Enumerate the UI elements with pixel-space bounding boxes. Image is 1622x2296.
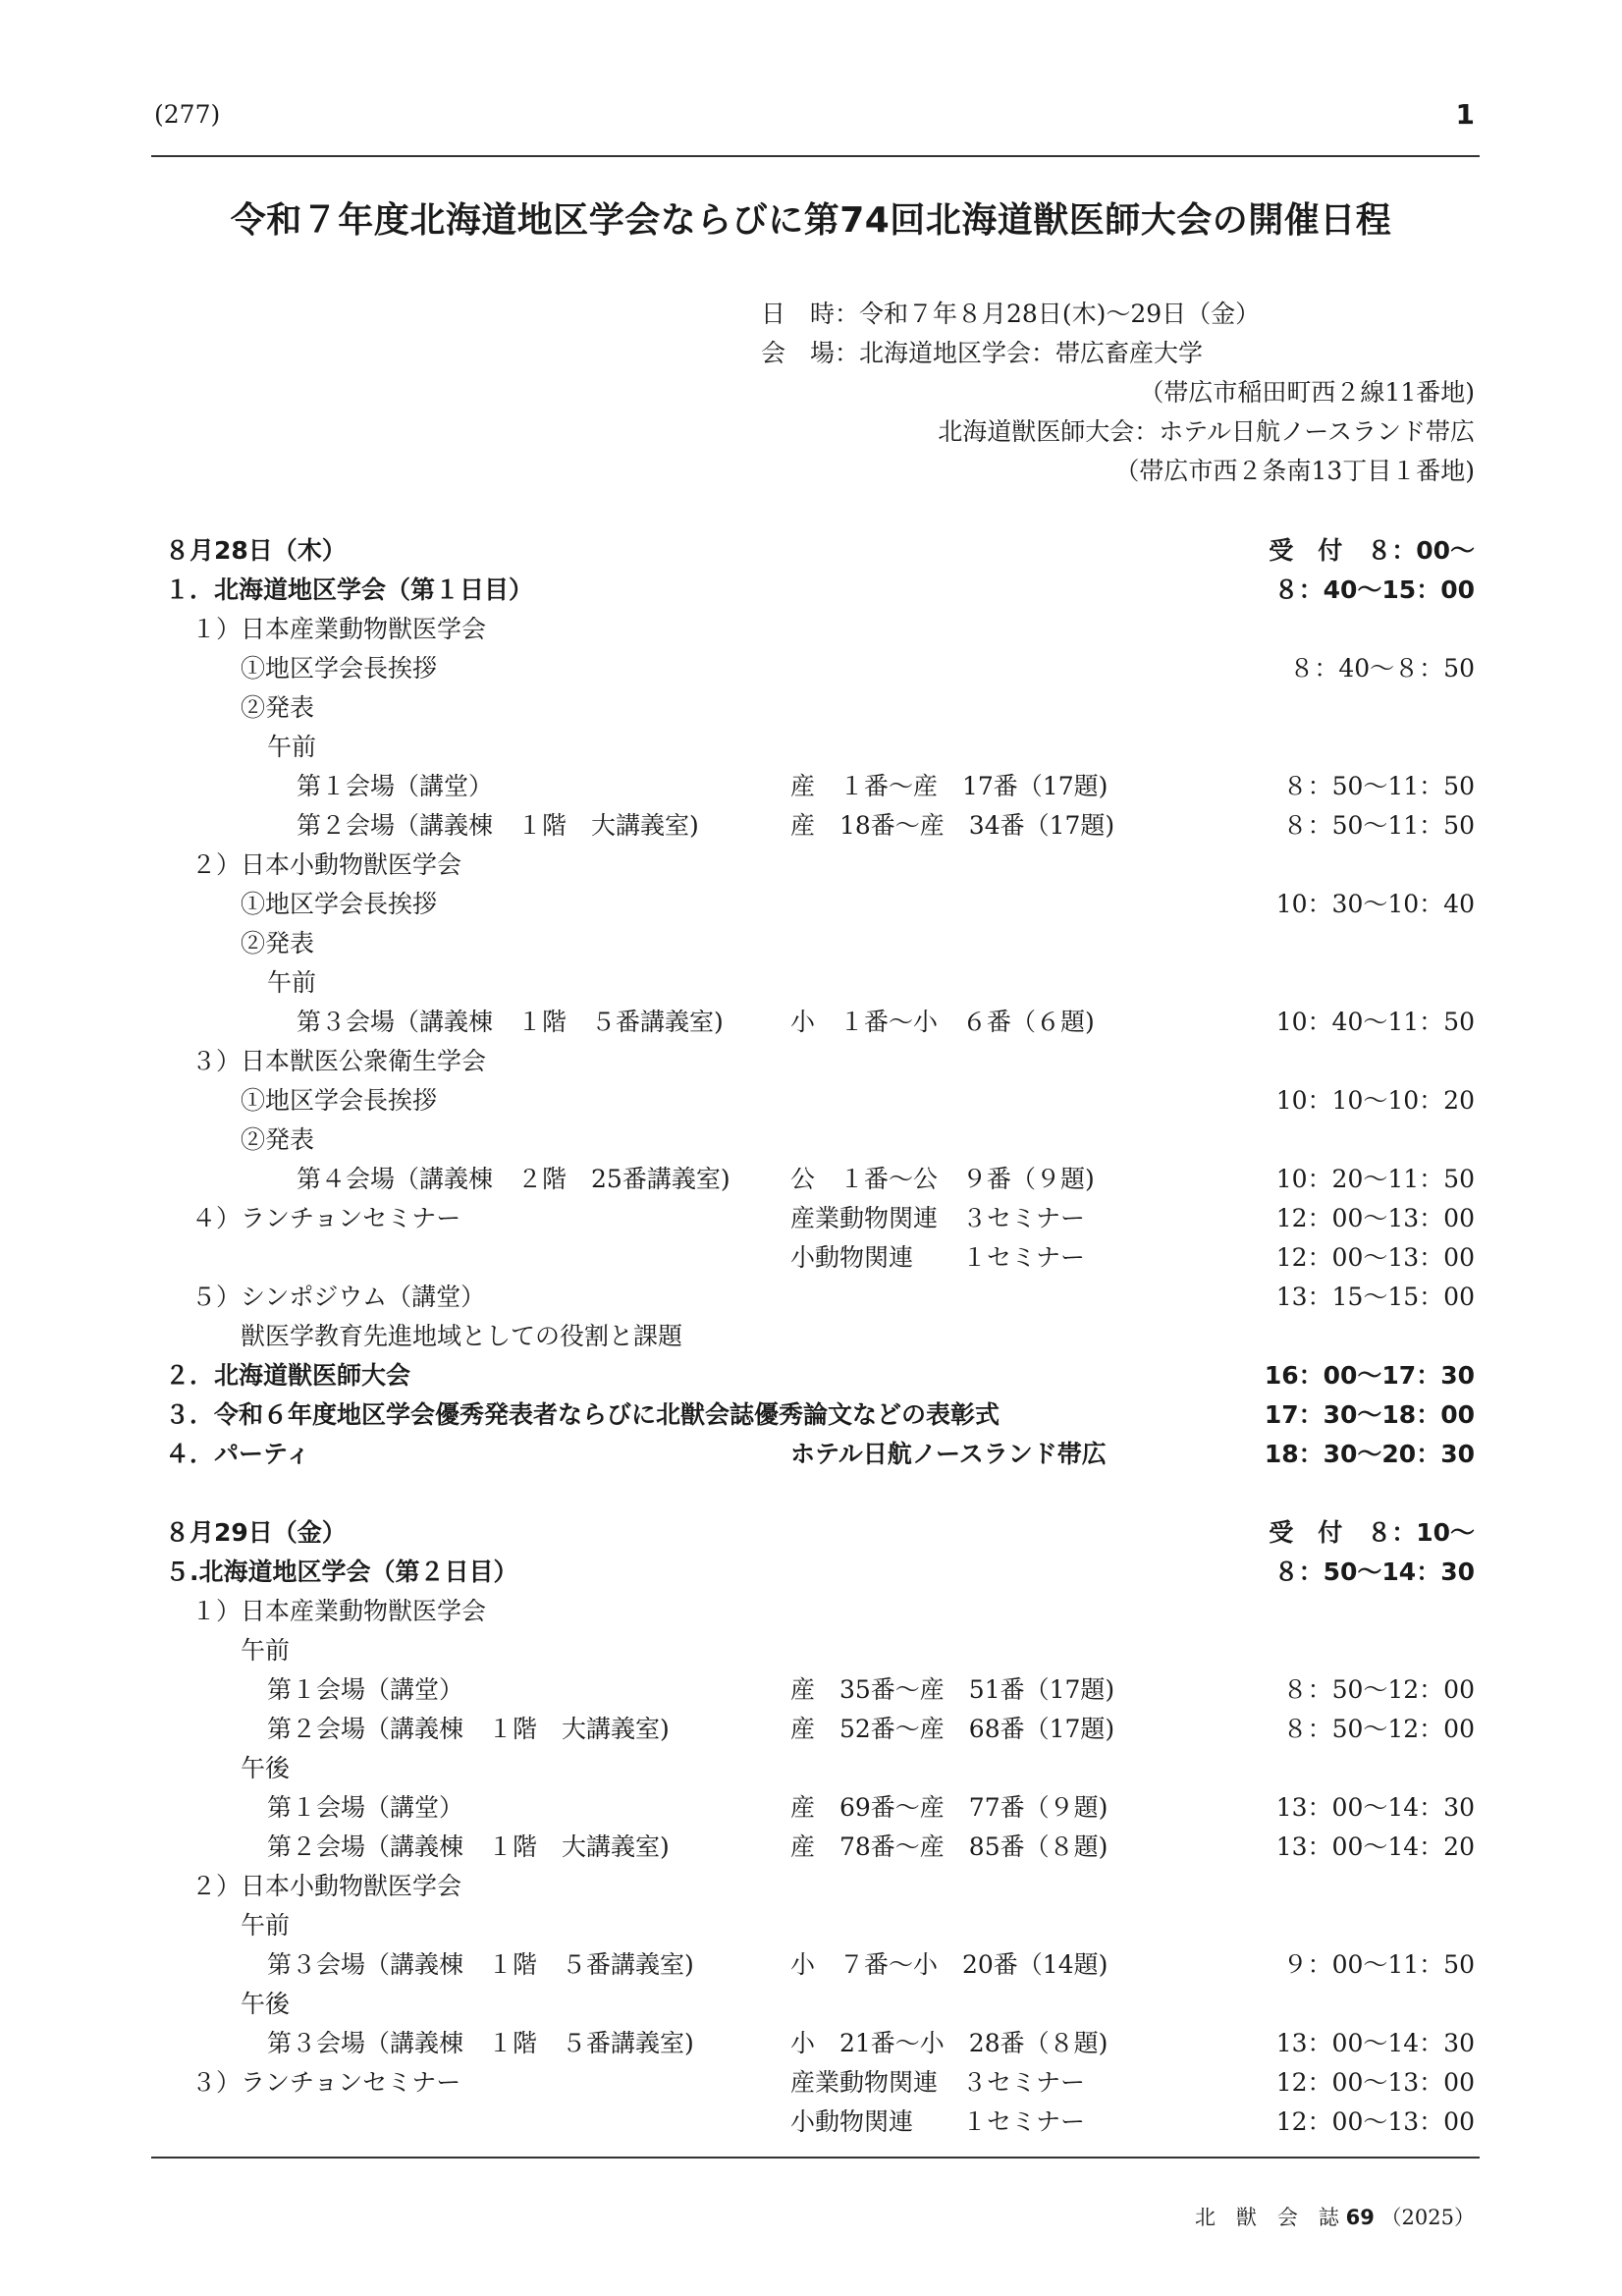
row-label: 午後 <box>241 1990 291 2018</box>
row-time: ８：50～12：00 <box>1282 1715 1475 1743</box>
row-label: １．北海道地区学会（第１日目） <box>165 575 534 604</box>
row-time: 13：15～15：00 <box>1275 1283 1475 1311</box>
schedule-row <box>0 1081 1622 1121</box>
row-label: ②発表 <box>241 1125 315 1154</box>
page-code: (277) <box>154 100 221 129</box>
journal-footer <box>1195 2202 1475 2231</box>
schedule-row <box>0 846 1622 885</box>
row-detail: 産業動物関連 ３セミナー <box>790 2068 1086 2097</box>
journal-year: （2025） <box>1380 2206 1475 2229</box>
row-label: 第２会場（講義棟 １階 大講義室) <box>297 811 699 840</box>
row-time: 12：00～13：00 <box>1275 2107 1475 2136</box>
row-time: 10：30～10：40 <box>1275 890 1475 918</box>
journal-volume: 69 <box>1345 2206 1375 2229</box>
row-label: 第２会場（講義棟 １階 大講義室) <box>267 1715 670 1743</box>
schedule-row <box>0 1356 1622 1395</box>
schedule-row <box>0 1513 1622 1553</box>
row-label: １）日本産業動物獣医学会 <box>191 615 487 643</box>
row-label: ５）シンポジウム（講堂） <box>191 1283 486 1311</box>
schedule-row <box>0 1985 1622 2024</box>
row-time: 12：00～13：00 <box>1275 1204 1475 1232</box>
row-time: 16：00～17：30 <box>1264 1361 1475 1390</box>
row-time: 12：00～13：00 <box>1275 1243 1475 1272</box>
row-label: １）日本産業動物獣医学会 <box>191 1597 487 1625</box>
schedule-row <box>0 1592 1622 1631</box>
schedule-row <box>0 649 1622 688</box>
row-label: ８月29日（金） <box>165 1518 347 1547</box>
schedule-row <box>0 1435 1622 1474</box>
date-line: 日 時：令和７年８月28日(木)～29日（金） <box>761 300 1261 328</box>
row-time: ８：50～12：00 <box>1282 1675 1475 1704</box>
row-label: ２）日本小動物獣医学会 <box>191 1872 462 1900</box>
venue-address-2: （帯広市西２条南13丁目１番地) <box>1114 457 1475 485</box>
schedule-row <box>0 1710 1622 1749</box>
row-detail: ホテル日航ノースランド帯広 <box>790 1440 1107 1468</box>
row-label: ３）ランチョンセミナー <box>191 2068 461 2097</box>
row-time: 13：00～14：30 <box>1275 1793 1475 1822</box>
venue-line-2: 北海道獣医師大会：ホテル日航ノースランド帯広 <box>938 417 1475 446</box>
schedule-row <box>0 1317 1622 1356</box>
row-label: ３）日本獣医公衆衛生学会 <box>191 1047 487 1075</box>
schedule-row <box>0 1042 1622 1081</box>
row-detail: 小 １番～小 ６番（６題) <box>790 1008 1095 1036</box>
row-detail: 小動物関連 １セミナー <box>790 2107 1086 2136</box>
row-label: ２）日本小動物獣医学会 <box>191 850 462 879</box>
row-time: 12：00～13：00 <box>1275 2068 1475 2097</box>
schedule-row <box>0 2024 1622 2063</box>
row-time: 10：10～10：20 <box>1275 1086 1475 1115</box>
schedule-row <box>0 1474 1622 1513</box>
journal-name: 北 獣 会 誌 <box>1194 2206 1339 2229</box>
row-label: ４）ランチョンセミナー <box>191 1204 461 1232</box>
schedule-row <box>0 1003 1622 1042</box>
schedule-row <box>0 1945 1622 1985</box>
schedule-row <box>0 1828 1622 1867</box>
row-label: 午前 <box>241 1636 291 1665</box>
row-time: 受 付 ８：10～ <box>1269 1518 1475 1547</box>
footer-rule <box>151 2157 1480 2159</box>
row-label: 第１会場（講堂） <box>267 1675 464 1704</box>
page-title: 令和７年度北海道地区学会ならびに第74回北海道獣医師大会の開催日程 <box>230 200 1392 241</box>
row-detail: 小 21番～小 28番（８題) <box>790 2029 1108 2057</box>
schedule-row <box>0 1199 1622 1238</box>
row-time: ８：50～11：50 <box>1282 772 1475 800</box>
schedule-row <box>0 1906 1622 1945</box>
row-detail: 産 18番～産 34番（17題) <box>790 811 1115 840</box>
schedule-row <box>0 806 1622 846</box>
schedule-row <box>0 1670 1622 1710</box>
schedule-row <box>0 1631 1622 1670</box>
schedule-row <box>0 1160 1622 1199</box>
schedule-row <box>0 571 1622 610</box>
schedule-row <box>0 885 1622 924</box>
row-label: 午前 <box>241 1911 291 1940</box>
schedule-row <box>0 1278 1622 1317</box>
row-label: ①地区学会長挨拶 <box>241 654 438 683</box>
row-time: 受 付 ８：00～ <box>1269 536 1475 565</box>
row-detail: 小動物関連 １セミナー <box>790 1243 1086 1272</box>
schedule-row <box>0 767 1622 806</box>
row-detail: 産 52番～産 68番（17題) <box>790 1715 1115 1743</box>
row-time: 10：20～11：50 <box>1275 1165 1475 1193</box>
row-label: 午前 <box>267 968 317 997</box>
row-label: ②発表 <box>241 929 315 957</box>
schedule-row <box>0 531 1622 571</box>
row-label: 第２会場（講義棟 １階 大講義室) <box>267 1832 670 1861</box>
row-time: 13：00～14：20 <box>1275 1832 1475 1861</box>
schedule-row <box>0 1553 1622 1592</box>
row-detail: 産業動物関連 ３セミナー <box>790 1204 1086 1232</box>
row-label: ４．パーティ <box>165 1440 311 1468</box>
row-time: 18：30～20：30 <box>1264 1440 1475 1468</box>
row-detail: 産 78番～産 85番（８題) <box>790 1832 1108 1861</box>
schedule-row <box>0 1867 1622 1906</box>
row-time: ８：50～14：30 <box>1273 1558 1475 1586</box>
row-label: 獣医学教育先進地域としての役割と課題 <box>241 1322 683 1350</box>
schedule-row <box>0 2063 1622 2103</box>
row-label: 第４会場（講義棟 ２階 25番講義室) <box>297 1165 730 1193</box>
schedule-row <box>0 1121 1622 1160</box>
schedule-row <box>0 963 1622 1003</box>
row-time: ８：50～11：50 <box>1282 811 1475 840</box>
venue-line: 会 場：北海道地区学会：帯広畜産大学 <box>761 339 1204 367</box>
page-number: 1 <box>1455 98 1475 131</box>
header-rule <box>151 155 1480 157</box>
row-detail: 産 １番～産 17番（17題) <box>790 772 1108 800</box>
row-time: 17：30～18：00 <box>1264 1400 1475 1429</box>
row-label: ②発表 <box>241 693 315 722</box>
schedule-row <box>0 924 1622 963</box>
row-time: 13：00～14：30 <box>1275 2029 1475 2057</box>
row-time: 10：40～11：50 <box>1275 1008 1475 1036</box>
row-label: ２．北海道獣医師大会 <box>165 1361 411 1390</box>
row-time: ８：40～15：00 <box>1273 575 1475 604</box>
row-detail: 産 69番～産 77番（９題) <box>790 1793 1108 1822</box>
schedule-row <box>0 1749 1622 1788</box>
row-time: ８：40～８：50 <box>1289 654 1475 683</box>
row-time: ９：00～11：50 <box>1282 1950 1475 1979</box>
schedule-row <box>0 2103 1622 2142</box>
venue-address-1: （帯広市稲田町西２線11番地) <box>1139 378 1475 407</box>
row-detail: 産 35番～産 51番（17題) <box>790 1675 1115 1704</box>
row-label: 第３会場（講義棟 １階 ５番講義室) <box>267 2029 694 2057</box>
row-label: ①地区学会長挨拶 <box>241 1086 438 1115</box>
schedule-row <box>0 610 1622 649</box>
row-label: 午後 <box>241 1754 291 1782</box>
schedule-row <box>0 1238 1622 1278</box>
row-label: 第３会場（講義棟 １階 ５番講義室) <box>297 1008 724 1036</box>
schedule-row <box>0 728 1622 767</box>
row-detail: 公 １番～公 ９番（９題) <box>790 1165 1095 1193</box>
schedule-row <box>0 1395 1622 1435</box>
row-label: ８月28日（木） <box>165 536 347 565</box>
row-label: ①地区学会長挨拶 <box>241 890 438 918</box>
row-label: 午前 <box>267 733 317 761</box>
row-label: ５.北海道地区学会（第２日目） <box>165 1558 518 1586</box>
row-label: ３．令和６年度地区学会優秀発表者ならびに北獣会誌優秀論文などの表彰式 <box>165 1400 1000 1429</box>
row-label: 第１会場（講堂） <box>267 1793 464 1822</box>
schedule-row <box>0 1788 1622 1828</box>
row-label: 第３会場（講義棟 １階 ５番講義室) <box>267 1950 694 1979</box>
row-label: 第１会場（講堂） <box>297 772 494 800</box>
schedule-row <box>0 688 1622 728</box>
row-detail: 小 ７番～小 20番（14題) <box>790 1950 1108 1979</box>
